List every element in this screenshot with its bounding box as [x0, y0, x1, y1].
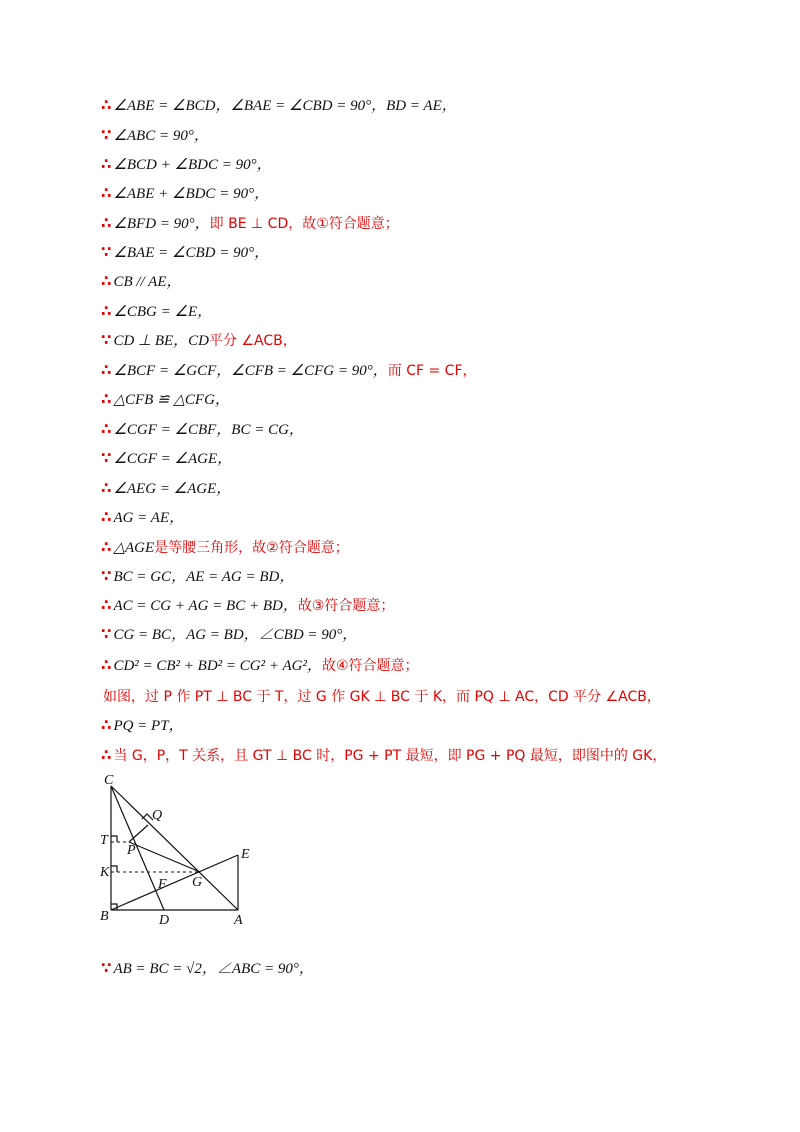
proof-line — [101, 153, 272, 175]
right-angle-t-mark — [111, 836, 117, 842]
proof-line — [101, 685, 661, 707]
because-symbol: ∵ — [101, 331, 112, 349]
proof-line — [101, 270, 182, 292]
math-text: AG = AE， — [113, 510, 185, 526]
proof-line — [101, 477, 231, 499]
note-text: 是等腰三角形，故②符合题意； — [154, 540, 349, 556]
math-text: PQ = PT， — [113, 718, 184, 734]
proof-line — [101, 536, 349, 558]
therefore-symbol: ∴ — [101, 390, 112, 408]
therefore-symbol: ∴ — [101, 596, 112, 614]
label-b: B — [100, 909, 109, 924]
math-text: △AGE — [113, 540, 155, 556]
note-text: 平分 ∠ACB， — [209, 333, 297, 349]
therefore-symbol: ∴ — [101, 420, 112, 438]
label-d: D — [159, 913, 170, 928]
note-text: 如图，过 P 作 PT ⊥ BC 于 T，过 G 作 GK ⊥ BC 于 K，而 PQ ⊥ AC，CD 平分 ∠ACB， — [103, 689, 661, 705]
therefore-symbol: ∴ — [101, 155, 112, 173]
math-text: ∠BFD = 90°， — [113, 216, 210, 232]
proof-line — [101, 714, 184, 736]
therefore-symbol: ∴ — [101, 272, 112, 290]
math-text: BC = GC，AE = AG = BD， — [113, 569, 295, 585]
math-text: CG = BC，AG = BD，∠CBD = 90°， — [113, 627, 358, 643]
label-g: G — [192, 875, 203, 890]
label-f: F — [158, 877, 167, 892]
therefore-symbol: ∴ — [101, 746, 112, 764]
math-text: AC = CG + AG = BC + BD， — [113, 598, 298, 614]
proof-line — [101, 623, 357, 645]
proof-line — [101, 418, 304, 440]
geometry-figure — [96, 772, 266, 932]
proof-line — [101, 212, 399, 234]
proof-line — [101, 654, 419, 676]
label-p: P — [127, 843, 136, 858]
math-text: CD ⊥ BE，CD — [113, 333, 210, 349]
math-text: △CFB ≌ △CFG， — [113, 392, 230, 408]
because-symbol: ∵ — [101, 567, 112, 585]
proof-line — [101, 359, 477, 381]
therefore-symbol: ∴ — [101, 479, 112, 497]
because-symbol: ∵ — [101, 625, 112, 643]
therefore-symbol: ∴ — [101, 656, 112, 674]
proof-line — [101, 300, 212, 322]
therefore-symbol: ∴ — [101, 214, 112, 232]
proof-line — [101, 182, 269, 204]
note-text: 当 G，P，T 关系，且 GT ⊥ BC 时，PG + PT 最短，即 PG + PQ 最短，即图中的 GK， — [113, 748, 667, 764]
proof-line — [101, 744, 666, 766]
segment-be — [111, 855, 238, 910]
math-text: ∠AEG = ∠AGE， — [113, 481, 232, 497]
therefore-symbol: ∴ — [101, 302, 112, 320]
math-text: ∠CBG = ∠E， — [113, 304, 213, 320]
proof-line — [101, 506, 184, 528]
math-text: ∠ABE + ∠BDC = 90°， — [113, 186, 270, 202]
segment-pg — [129, 842, 200, 872]
proof-line — [101, 388, 230, 410]
therefore-symbol: ∴ — [101, 96, 112, 114]
math-text: ∠BAE = ∠CBD = 90°， — [113, 245, 270, 261]
because-symbol: ∵ — [101, 959, 112, 977]
math-text: CB // AE， — [113, 274, 182, 290]
therefore-symbol: ∴ — [101, 361, 112, 379]
because-symbol: ∵ — [101, 243, 112, 261]
because-symbol: ∵ — [101, 126, 112, 144]
segment-cd — [111, 786, 164, 910]
note-text: 故③符合题意； — [297, 598, 395, 614]
proof-line — [101, 94, 457, 116]
note-text: 而 CF = CF， — [387, 363, 477, 379]
label-c: C — [104, 773, 114, 788]
math-text: ∠ABE = ∠BCD，∠BAE = ∠CBD = 90°，BD = AE， — [113, 98, 457, 114]
therefore-symbol: ∴ — [101, 508, 112, 526]
proof-line — [101, 594, 394, 616]
therefore-symbol: ∴ — [101, 538, 112, 556]
proof-line — [101, 329, 297, 351]
proof-line — [101, 565, 294, 587]
math-text: ∠CGF = ∠CBF，BC = CG， — [113, 422, 304, 438]
therefore-symbol: ∴ — [101, 716, 112, 734]
label-e: E — [241, 847, 250, 862]
math-text: AB = BC = √2，∠ABC = 90°， — [113, 961, 314, 977]
therefore-symbol: ∴ — [101, 184, 112, 202]
math-text: ∠BCF = ∠GCF，∠CFB = ∠CFG = 90°， — [113, 363, 388, 379]
right-angle-k-mark — [111, 866, 117, 872]
note-text: 即 BE ⊥ CD，故①符合题意； — [209, 216, 399, 232]
label-k: K — [100, 865, 110, 880]
math-text: CD² = CB² + BD² = CG² + AG²， — [113, 658, 322, 674]
math-text: ∠BCD + ∠BDC = 90°， — [113, 157, 272, 173]
proof-line — [101, 241, 269, 263]
label-t: T — [100, 833, 108, 848]
proof-line — [101, 124, 209, 146]
proof-line — [101, 957, 314, 979]
label-a: A — [234, 913, 243, 928]
label-q: Q — [152, 808, 163, 823]
because-symbol: ∵ — [101, 449, 112, 467]
math-text: ∠CGF = ∠AGE， — [113, 451, 233, 467]
note-text: 故④符合题意； — [321, 658, 419, 674]
proof-line — [101, 447, 232, 469]
math-text: ∠ABC = 90°， — [113, 128, 209, 144]
